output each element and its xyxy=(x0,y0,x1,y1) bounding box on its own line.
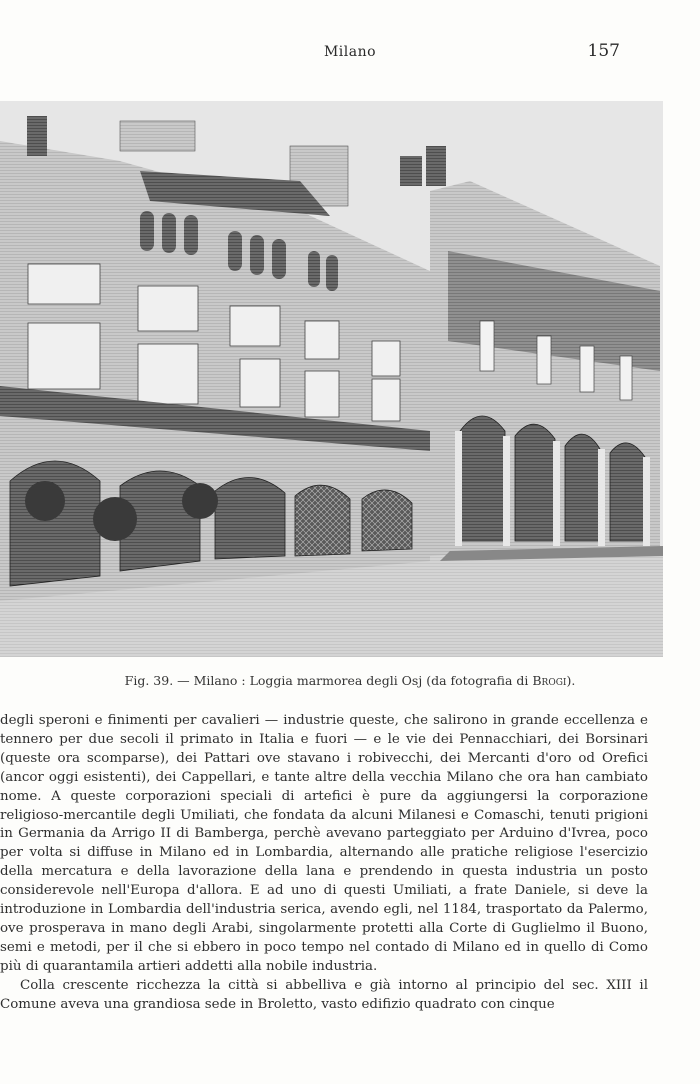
engraving-illustration xyxy=(0,101,663,657)
body-text xyxy=(0,712,648,1015)
page-number: 157 xyxy=(587,41,620,61)
figure-caption xyxy=(0,673,700,688)
paragraph: degli speroni e finimenti per cavalieri — industrie queste, che salirono in grande eccellenza e tennero per due secoli il primato in Italia e fuori — e le vie dei Pennacchiari, dei Borsinari (queste ora scomparse), dei Pattari ove stavano i robivecchi, dei Mercanti d'oro od Orefici (ancor oggi esistenti), dei Cappellari, e tante altre della vecchia Milano che ora han cambiato nome. A queste corporazioni speciali di artefici è pure da aggiungersi la corporazione religioso-mercantile degli Umiliati, che fondata da alcuni Milanesi e Comaschi, tenuti prigioni in Germania da Arrigo II di Bamberga, perchè avevano parteggiato per Arduino d'Ivrea, poco per volta si diffuse in Milano ed in Lombardia, alternando alle pratiche religiose l'esercizio della mercatura e della lavorazione della lana e prendendo in questa industria un posto considerevole nell'Europa d'allora. E ad uno di questi Umiliati, a frate Daniele, si deve la introduzione in Lombardia dell'industria serica, avendo egli, nel 1184, trasportato da Palermo, ove prosperava in mano degli Arabi, singolarmente protetti alla Corte di Guglielmo il Buono, semi e metodi, per il che si ebbero in poco tempo nel contado di Milano ed in quello di Como più di quarantamila artieri addetti alla nobile industria. xyxy=(0,713,648,974)
caption-photographer: Brogi xyxy=(532,673,567,688)
caption-text: Fig. 39. — Milano : Loggia marmorea degli Osj (da fotografia di xyxy=(124,673,533,688)
running-title: Milano xyxy=(323,44,377,60)
loggia-engraving-image xyxy=(0,101,663,657)
paragraph: Colla crescente ricchezza la città si abbelliva e già intorno al principio del sec. XIII il Comune aveva una grandiosa sede in Broletto, vasto edifizio quadrato con cinque xyxy=(0,977,648,1012)
caption-end: ). xyxy=(566,673,576,688)
running-header xyxy=(0,40,700,64)
